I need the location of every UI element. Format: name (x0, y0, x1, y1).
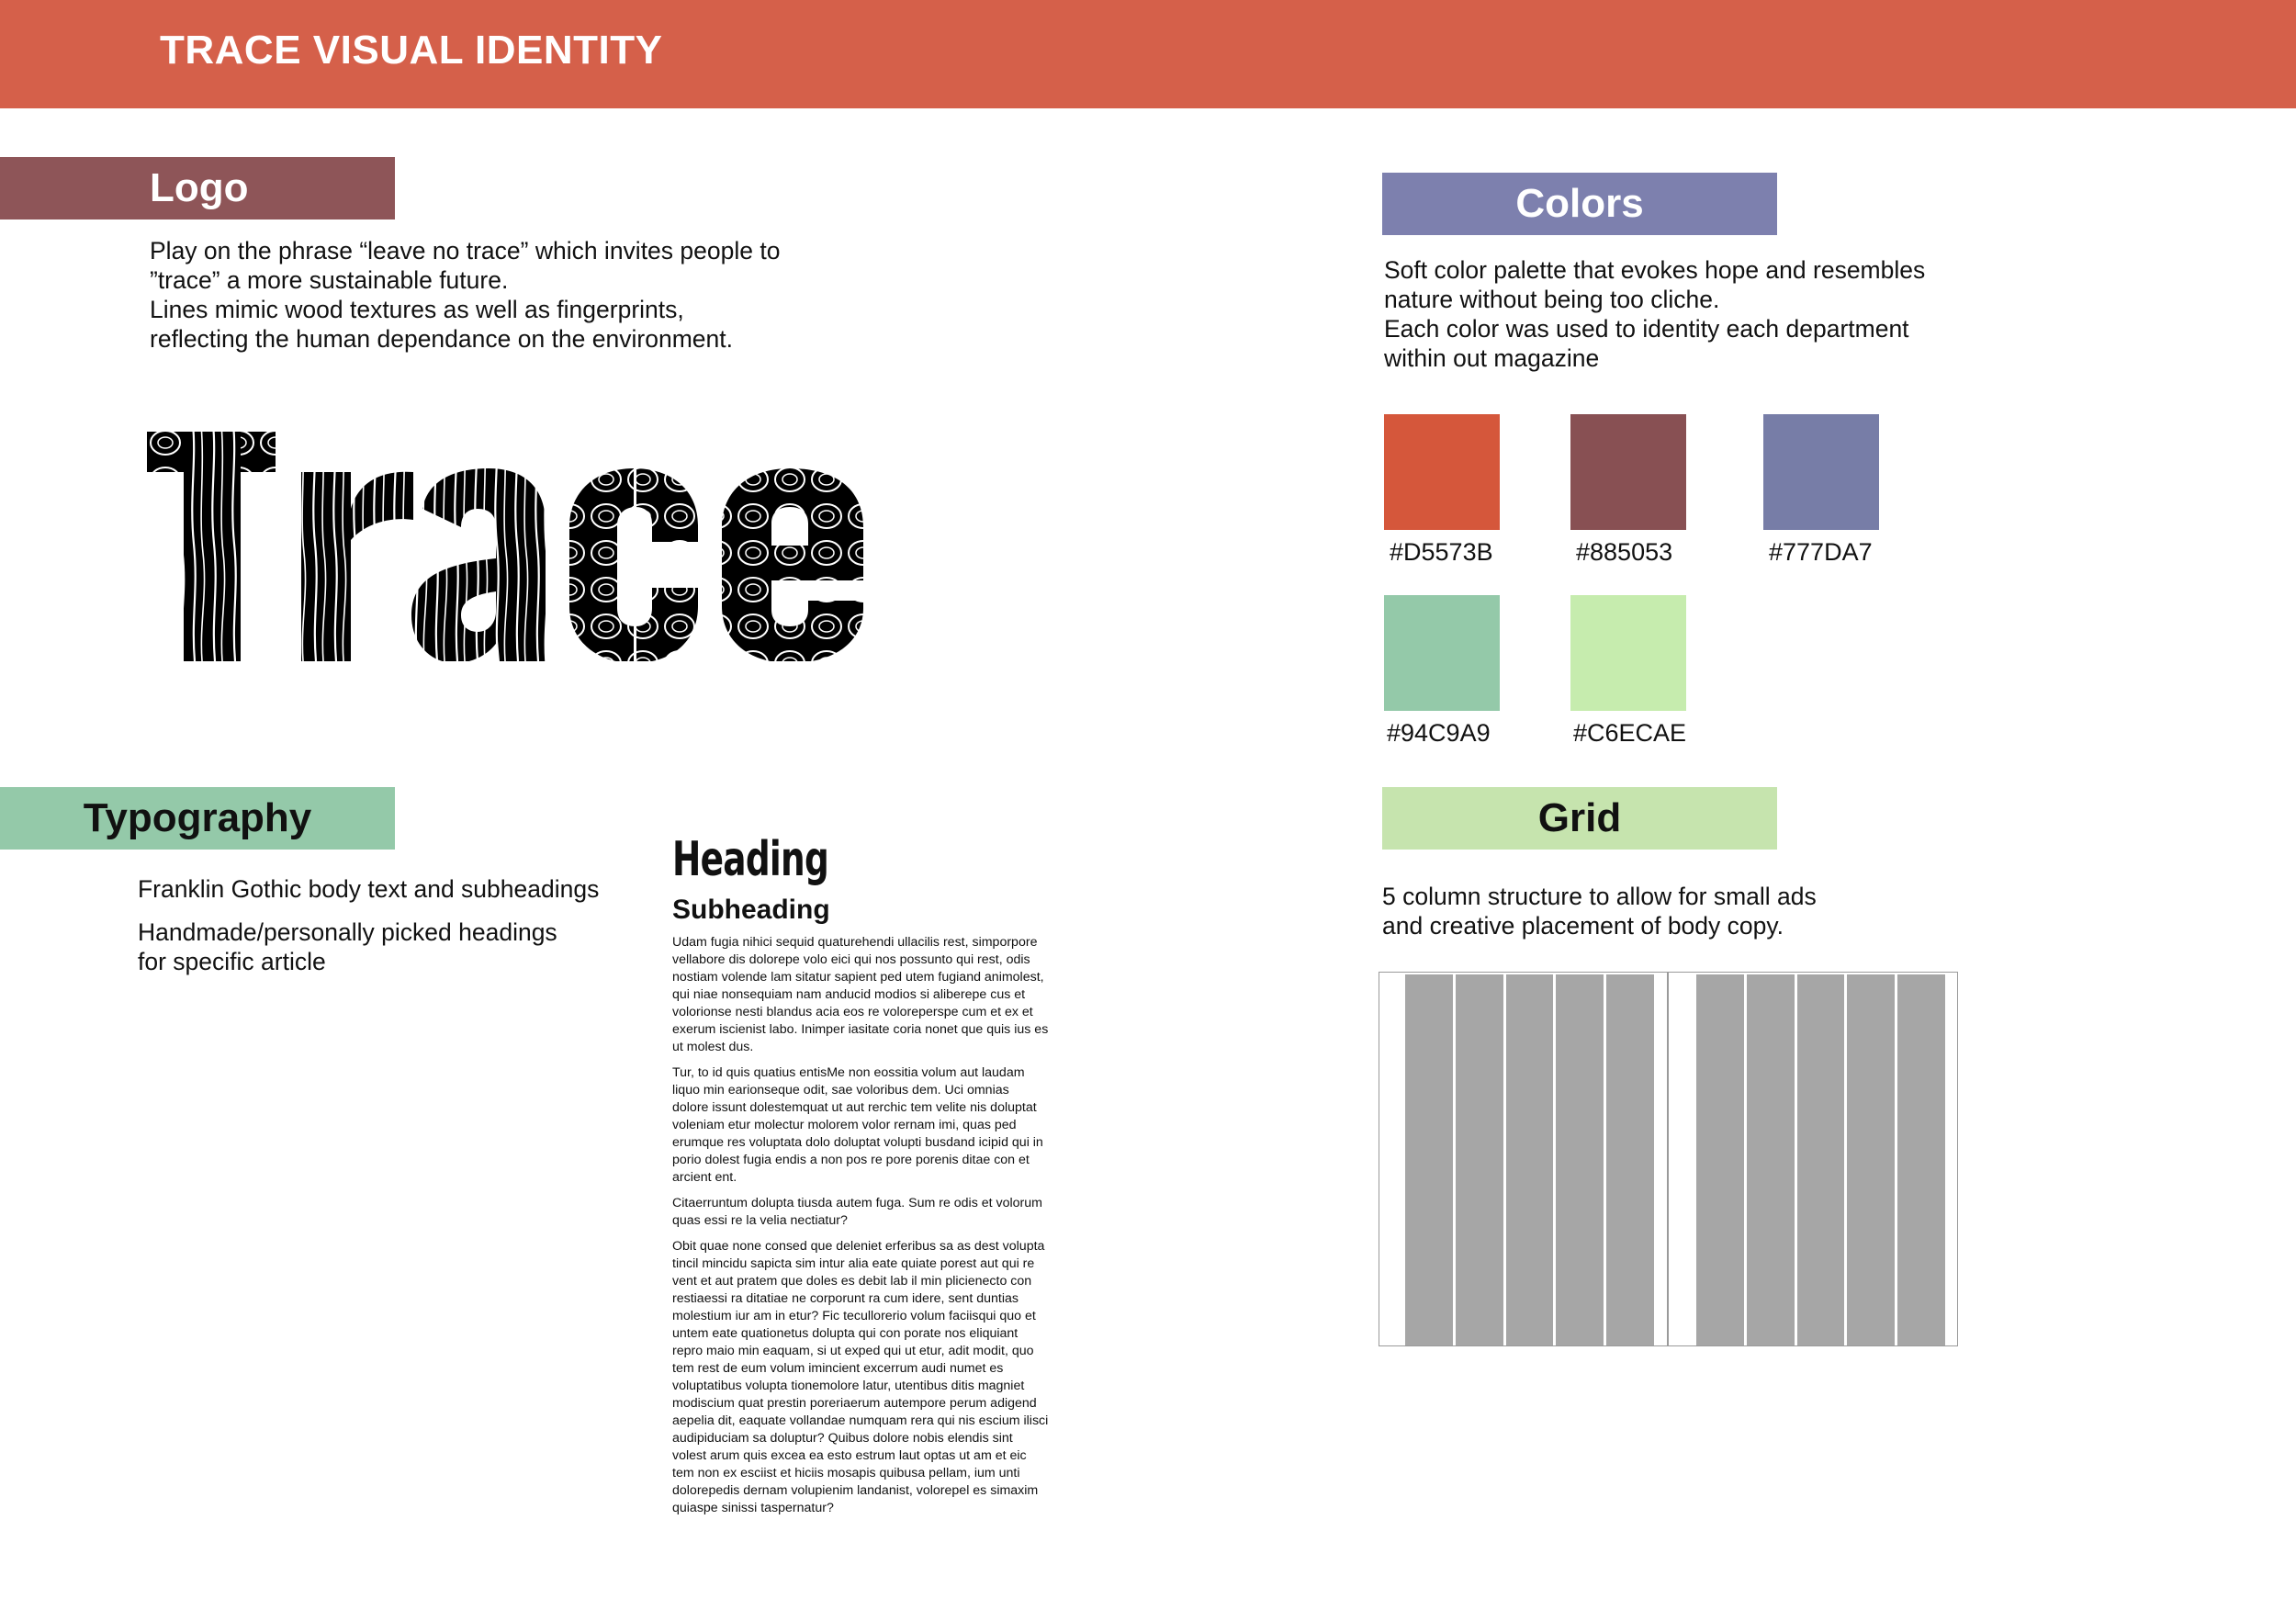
color-swatch (1763, 414, 1879, 530)
grid-description-line: 5 column structure to allow for small ads (1382, 883, 1817, 910)
colors-section-heading: Colors (1382, 173, 1777, 235)
grid-column (1797, 974, 1845, 1345)
grid-column (1456, 974, 1503, 1345)
color-swatch (1384, 414, 1500, 530)
colors-description (1384, 255, 1925, 373)
logo-description-line: reflecting the human dependance on the environment. (150, 325, 733, 353)
grid-section-heading: Grid (1382, 787, 1777, 850)
color-swatch (1384, 595, 1500, 711)
grid-column (1897, 974, 1945, 1345)
typography-note-line: Handmade/personally picked headings (138, 918, 557, 946)
colors-description-line: Each color was used to identity each department (1384, 315, 1909, 343)
wordmark-letter-e (722, 468, 863, 661)
colors-description-line: nature without being too cliche. (1384, 286, 1720, 313)
color-swatch-label: #C6ECAE (1573, 719, 1687, 747)
grid-column (1606, 974, 1654, 1345)
typography-note-body-font: Franklin Gothic body text and subheadings (138, 875, 600, 903)
grid-column (1696, 974, 1744, 1345)
color-swatch (1570, 595, 1686, 711)
grid-description-line: and creative placement of body copy. (1382, 912, 1784, 940)
logo-description-line: Play on the phrase “leave no trace” which invites people to (150, 237, 781, 265)
typography-note-headings (138, 917, 557, 976)
color-swatch (1570, 414, 1686, 530)
body-paragraph: Tur, to id quis quatius entisMe non eossitia volum aut laudam liquo min earionseque odit, sae voloribus dem. Uci omnias dolore issunt dolestemquat ut aut rerchic tem velite nis doluptat voleniam etur molectur molorem volor rernam imi, quas ped erumque res voluptata dolo doluptat volupti busdand icipid qui in porio dolest fugia endis a non pos re pore porenis ditae con et arcient ent. (672, 1065, 1043, 1185)
logo-section-heading: Logo (0, 157, 395, 220)
wordmark-letter-c (569, 465, 698, 661)
wordmark-letter-r (301, 472, 413, 661)
sample-heading: Heading (672, 832, 829, 887)
spread-divider (1667, 973, 1669, 1345)
colors-description-line: within out magazine (1384, 344, 1600, 372)
grid-column (1405, 974, 1453, 1345)
colors-description-line: Soft color palette that evokes hope and resembles (1384, 256, 1926, 284)
sample-body-copy (672, 934, 1049, 1525)
color-swatch-label: #885053 (1576, 538, 1673, 566)
wordmark-letter-a (411, 468, 546, 661)
logo-description (150, 236, 780, 354)
column-grid-diagram (1379, 972, 1958, 1346)
logo-description-line: Lines mimic wood textures as well as fingerprints, (150, 296, 684, 323)
color-swatch-label: #94C9A9 (1387, 719, 1491, 747)
color-swatch-label: #D5573B (1390, 538, 1493, 566)
grid-column (1506, 974, 1554, 1345)
logo-description-line: ”trace” a more sustainable future. (150, 266, 509, 294)
grid-column (1747, 974, 1795, 1345)
wordmark-letter-t (147, 432, 276, 661)
grid-column (1556, 974, 1604, 1345)
body-paragraph: Udam fugia nihici sequid quaturehendi ullacilis rest, simporpore vellabore dis dolorepe volo eici qui nos possunto qui rest, odis nostiam volende lam sitatur sapient ped utem fugiand animolest, qui niae nonsequiam nam anducid modios si aliberepe cus et volorionse nesti blandus acia eos re voloreperspe cum et ex et exerum iscienist labo. Inimper iasitate coria nonet que quis ius es ut molest dus. (672, 935, 1049, 1054)
typography-section-heading: Typography (0, 787, 395, 850)
body-paragraph: Citaerruntum dolupta tiusda autem fuga. Sum re odis et volorum quas essi re la velia nectiatur? (672, 1196, 1042, 1228)
sample-subheading: Subheading (672, 895, 830, 925)
color-swatch-label: #777DA7 (1769, 538, 1873, 566)
grid-column (1847, 974, 1895, 1345)
grid-description (1382, 882, 1817, 940)
trace-wordmark-logo (147, 424, 863, 661)
typography-note-line: for specific article (138, 948, 326, 975)
body-paragraph: Obit quae none consed que deleniet erferibus sa as dest volupta tincil mincidu sapicta sim intur alia eate quiate porest aut qui re vent et aut pratem que doles es debit lab il min plicienecto con restiaessi ra ditatiae ne corporunt ra cum idere, sent duntias molestium iur am in etur? Fic tecullorerio volum faciisqui quo et untem eate quationetus dolupta qui con porate nos eliquiant repro maio min eaquam, si ut exped qui ut etur, adit modit, quo tem rest de eum volum imincient excerrum audi numet es voluptatibus volupta tionemolore latur, utentibus ditis magniet modiscium quat prestin poreriaerum autempore perum adigend aepelia dit, eaquate vollandae numquam rera qui nis escium ilisci audipiduciam sa doluptur? Quibus dolore nobis elendis sint volest arum quis excea ea esto estrum laut optas ut am et eic tem non ex esciist et hiciis mosapis quibusa pellam, ium unti dolorepedis dernam volupienim landanist, volorepel es simaxim quiaspe sinissi taspernatur? (672, 1239, 1049, 1515)
page-title: TRACE VISUAL IDENTITY (160, 28, 663, 73)
